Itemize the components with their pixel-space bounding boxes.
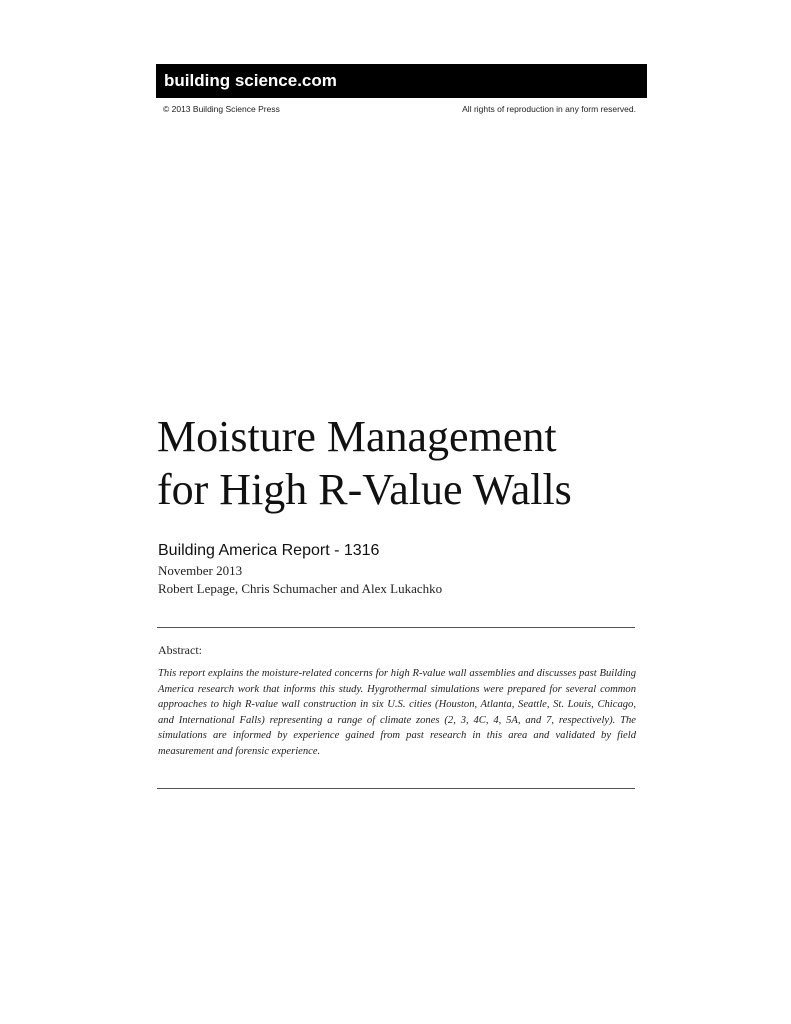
brand-name: building science.com xyxy=(164,71,337,90)
publication-date: November 2013 xyxy=(158,563,243,578)
divider-bottom xyxy=(157,788,635,789)
title-line-1: Moisture Management xyxy=(157,412,557,461)
divider-top xyxy=(157,627,635,628)
document-title xyxy=(157,410,637,516)
authors: Robert Lepage, Chris Schumacher and Alex Lukachko xyxy=(158,581,443,596)
copyright-row xyxy=(163,104,636,114)
abstract-label: Abstract: xyxy=(158,643,202,657)
report-number: Building America Report - 1316 xyxy=(158,542,380,559)
title-line-2: for High R-Value Walls xyxy=(157,465,572,514)
brand-banner xyxy=(156,64,647,98)
abstract-text: This report explains the moisture-related concerns for high R-value wall assemblies and discusses past Building America research work that informs this study. Hygrothermal simulations were prepared for several common approaches to high R-value wall construction in six U.S. cities (Houston, Atlanta, Seattle, St. Louis, Chicago, and International Falls) representing a range of climate zones (2, 3, 4C, 4, 5A, and 7, respectively). The simulations are informed by experience gained from past research in this area and validated by field measurement and forensic experience. xyxy=(158,668,636,757)
rights-notice: All rights of reproduction in any form reserved. xyxy=(462,104,636,114)
copyright-notice: © 2013 Building Science Press xyxy=(163,104,280,114)
